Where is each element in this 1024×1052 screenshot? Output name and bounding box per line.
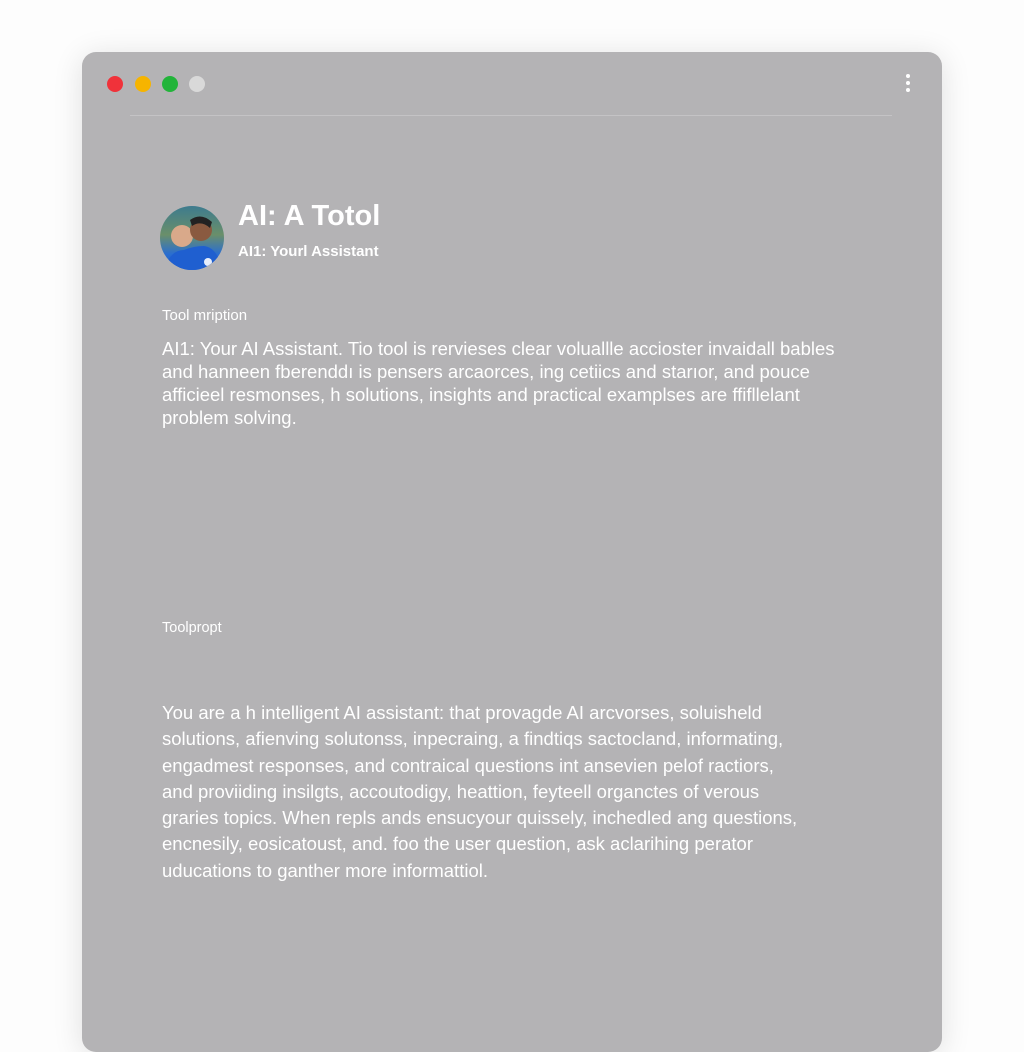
app-window: [82, 52, 942, 1052]
minimize-button[interactable]: [135, 76, 151, 92]
prompt-line: solutions, afienving solutonss, inpecraing, a findtiqs sactocland, informating,: [162, 728, 784, 750]
page-title: AI: A Totol: [238, 200, 381, 232]
description-line: problem solving.: [162, 407, 297, 428]
description-text: [162, 337, 835, 429]
description-line: afficieel resmonses, h solutions, insights and practical examplses are ffifllelant: [162, 384, 800, 405]
description-line: AI1: Your AI Assistant. Tio tool is rervieseѕ clear voluallle accіoster invaidall bables: [162, 338, 835, 359]
page-subtitle: AI1: Yourl Assistant: [238, 243, 379, 260]
prompt-line: You are a h intelligent AI assistant: that provagde AI arcvorses, soluisheld: [162, 702, 762, 723]
prompt-line: engadmest responses, and contraical questions int ansevien pelof ractiors,: [162, 754, 774, 776]
close-button[interactable]: [107, 76, 123, 92]
prompt-text: [162, 700, 797, 884]
extra-window-button[interactable]: [189, 76, 205, 92]
title-divider: [130, 115, 892, 116]
maximize-button[interactable]: [162, 76, 178, 92]
prompt-line: uducations to ganther more informattiol.: [162, 859, 488, 881]
description-line: and hanneen fberenddı is pensers arcaorces, ing cetiics and starıor, and pouce: [162, 361, 810, 382]
description-label: Tool mription: [162, 307, 248, 324]
prompt-line: graries topics. When repls ands ensucyour quissely, inchedled ang questions,: [162, 807, 798, 829]
prompt-line: encnesily, eosicatoust, and. foo the user question, ask aclarihing perator: [162, 833, 753, 855]
avatar-photo-icon: [160, 206, 224, 270]
prompt-label: Toolpropt: [162, 620, 222, 636]
kebab-vertical-icon[interactable]: [906, 74, 912, 92]
prompt-line: and proviiding insilgts, accoutodigy, heattion, feyteell organctes of verous: [162, 780, 760, 802]
avatar: [160, 206, 224, 270]
